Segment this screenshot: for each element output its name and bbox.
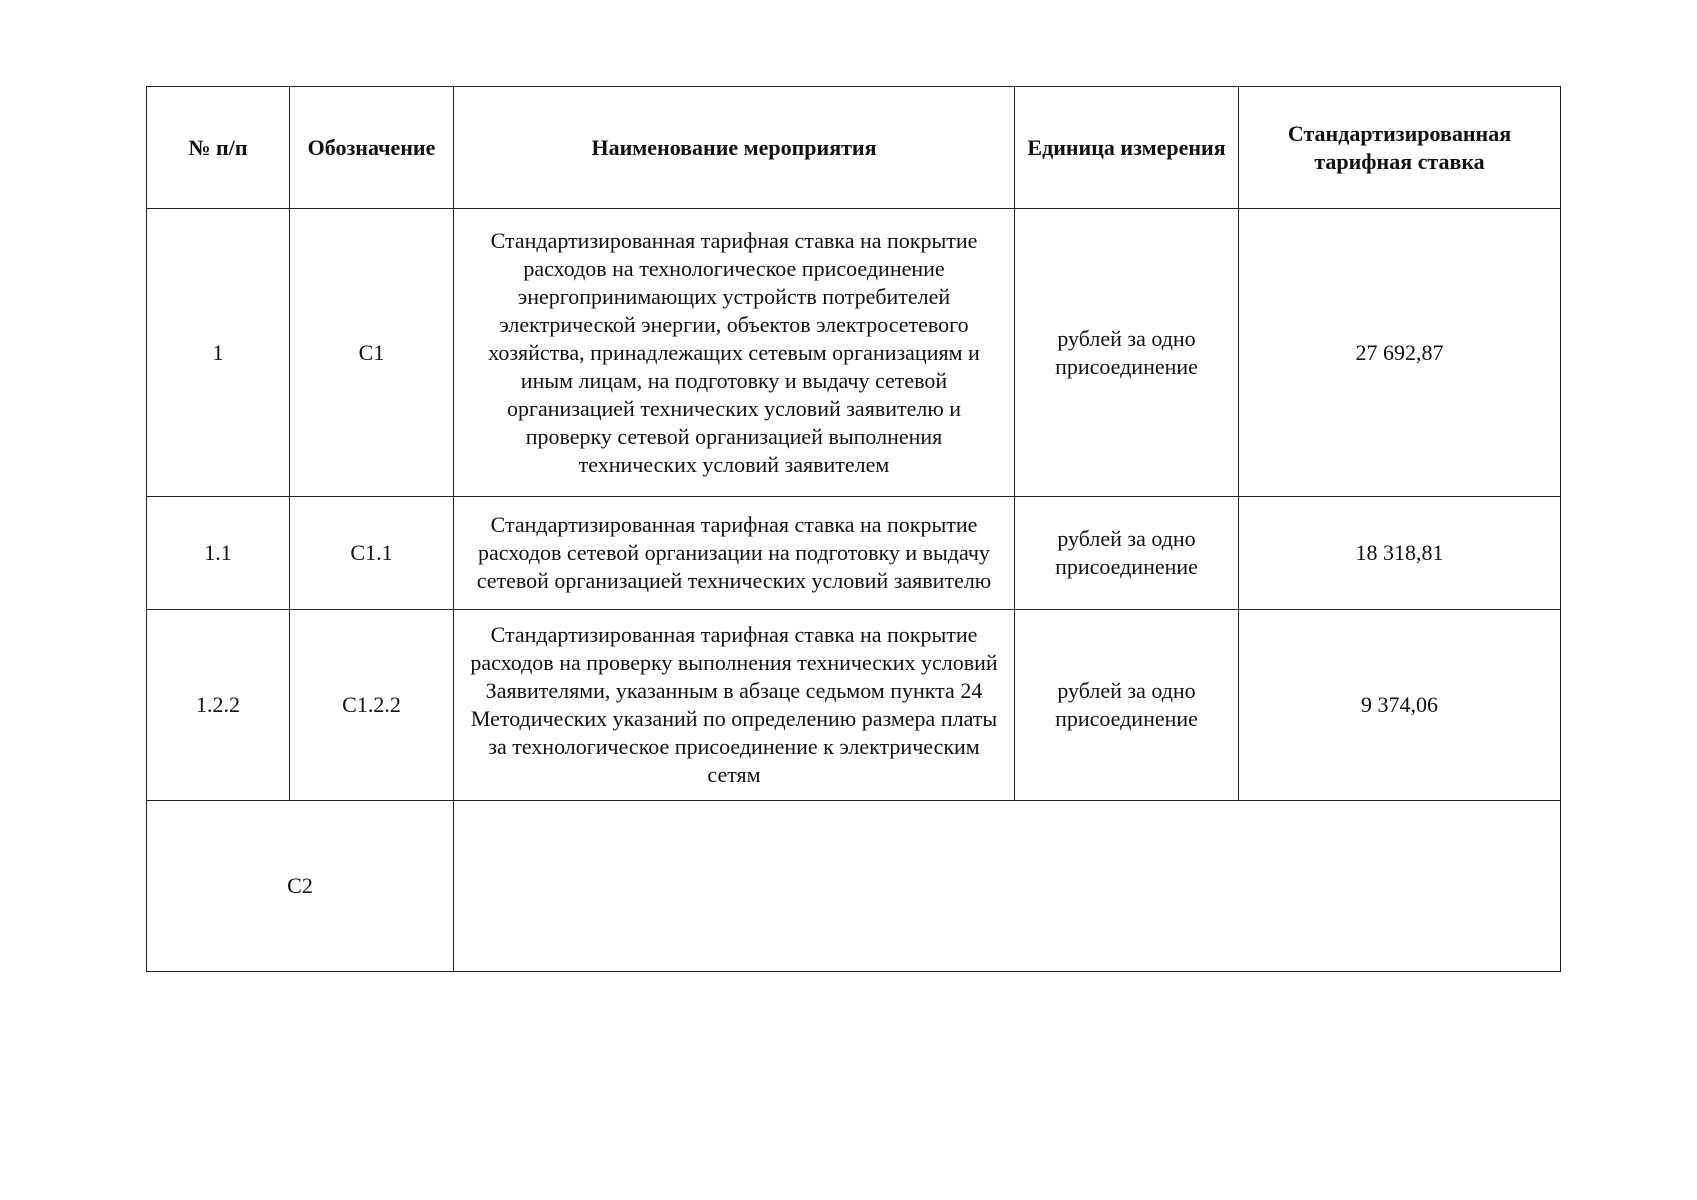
row-designation: С1	[290, 209, 454, 497]
row-tariff-rate: 18 318,81	[1239, 497, 1561, 610]
table-header-row	[147, 87, 1561, 209]
row-designation: С1.2.2	[290, 610, 454, 801]
row-tariff-rate: 9 374,06	[1239, 610, 1561, 801]
row-tariff-rate: 27 692,87	[1239, 209, 1561, 497]
row-number: 1.1	[147, 497, 290, 610]
row-unit: рублей за одно присоединение	[1015, 610, 1239, 801]
row-activity-name: Стандартизированная тарифная ставка на покрытие расходов сетевой организации на подготовку и выдачу сетевой организацией технических условий заявителю	[454, 497, 1015, 610]
row-unit: рублей за одно присоединение	[1015, 209, 1239, 497]
row-empty-content	[454, 801, 1561, 972]
table-row	[147, 209, 1561, 497]
header-number: № п/п	[147, 87, 290, 209]
row-designation-merged: С2	[147, 801, 454, 972]
header-designation: Обозначение	[290, 87, 454, 209]
row-designation: С1.1	[290, 497, 454, 610]
table-row	[147, 610, 1561, 801]
row-unit: рублей за одно присоединение	[1015, 497, 1239, 610]
row-activity-name: Стандартизированная тарифная ставка на покрытие расходов на технологическое присоединение энергопринимающих устройств потребителей электрической энергии, объектов электросетевого хозяйства, принадлежащих сетевым организациям и иным лицам, на подготовку и выдачу сетевой организацией технических условий заявителю и проверку сетевой организацией выполнения технических условий заявителем	[454, 209, 1015, 497]
table-row	[147, 801, 1561, 972]
row-number: 1.2.2	[147, 610, 290, 801]
row-activity-name: Стандартизированная тарифная ставка на покрытие расходов на проверку выполнения технических условий Заявителями, указанным в абзаце седьмом пункта 24 Методических указаний по определению размера платы за технологическое присоединение к электрическим сетям	[454, 610, 1015, 801]
header-activity-name: Наименование мероприятия	[454, 87, 1015, 209]
tariff-table	[146, 86, 1561, 972]
header-unit: Единица измерения	[1015, 87, 1239, 209]
header-tariff-rate: Стандартизированная тарифная ставка	[1239, 87, 1561, 209]
row-number: 1	[147, 209, 290, 497]
table-row	[147, 497, 1561, 610]
